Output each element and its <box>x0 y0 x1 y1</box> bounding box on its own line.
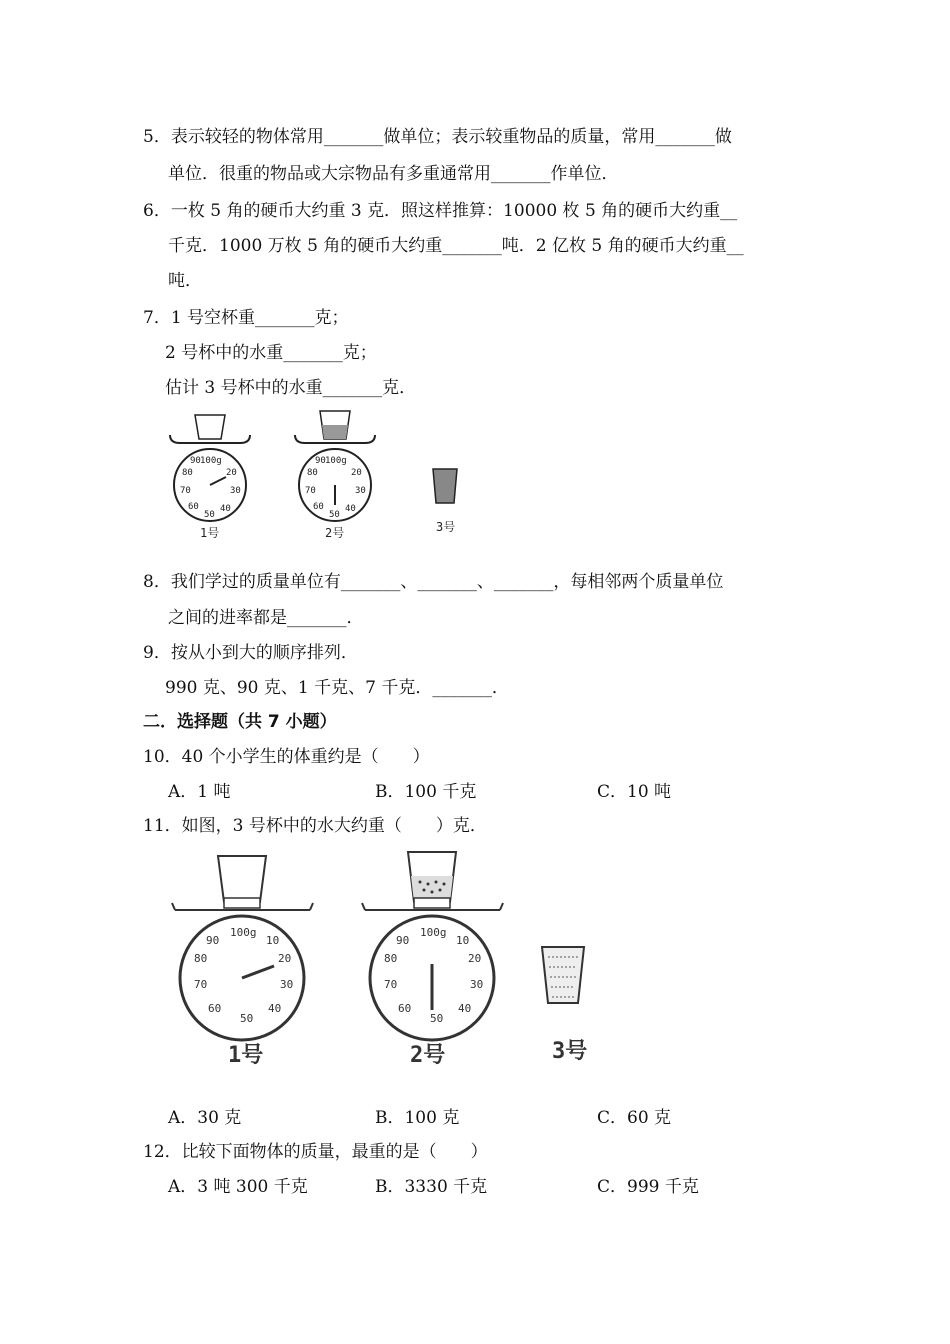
q11-option-a: A．30 克 <box>168 1108 242 1128</box>
svg-text:50: 50 <box>240 1012 254 1025</box>
q8-line1: 8．我们学过的质量单位有_______、_______、_______，每相邻两个质量单位 <box>143 572 724 592</box>
q11-stem: 11．如图，3 号杯中的水大约重（ ）克． <box>143 816 487 836</box>
q12-option-c: C．999 千克 <box>597 1177 699 1197</box>
svg-text:3号: 3号 <box>436 520 456 534</box>
svg-text:30: 30 <box>470 978 484 991</box>
svg-text:40: 40 <box>458 1002 472 1015</box>
svg-text:80: 80 <box>182 468 193 478</box>
q11-option-c: C．60 克 <box>597 1108 672 1128</box>
big-cup-3-icon <box>542 947 584 1003</box>
svg-text:10: 10 <box>266 934 280 947</box>
svg-text:50: 50 <box>430 1012 444 1025</box>
svg-text:40: 40 <box>220 504 231 514</box>
q10-option-b: B．100 千克 <box>375 782 477 802</box>
svg-text:1号: 1号 <box>228 1043 264 1068</box>
svg-text:90: 90 <box>206 934 220 947</box>
svg-text:30: 30 <box>230 486 241 496</box>
q5-line1: 5．表示较轻的物体常用_______做单位；表示较重物品的质量，常用_______做 <box>143 127 732 147</box>
svg-text:70: 70 <box>194 978 208 991</box>
q6-line1: 6．一枚 5 角的硬币大约重 3 克．照这样推算：10000 枚 5 角的硬币大约重__ <box>143 201 738 221</box>
svg-text:80: 80 <box>307 468 318 478</box>
svg-text:70: 70 <box>384 978 398 991</box>
svg-text:70: 70 <box>305 486 316 496</box>
svg-text:100g: 100g <box>325 456 347 466</box>
svg-text:90: 90 <box>190 456 201 466</box>
svg-text:20: 20 <box>351 468 362 478</box>
q10-stem: 10．40 个小学生的体重约是（ ） <box>143 747 430 767</box>
q5-line2: 单位．很重的物品或大宗物品有多重通常用_______作单位． <box>168 164 619 184</box>
scale-1 <box>170 415 250 540</box>
q7-line1: 7．1 号空杯重_______克； <box>143 308 349 328</box>
svg-text:2号: 2号 <box>410 1043 446 1068</box>
svg-text:70: 70 <box>180 486 191 496</box>
svg-text:10: 10 <box>456 934 470 947</box>
svg-text:100g: 100g <box>420 926 447 939</box>
svg-text:100g: 100g <box>200 456 222 466</box>
q7-line2: 2 号杯中的水重_______克； <box>165 343 377 363</box>
q11-scales-figure <box>170 848 620 1078</box>
svg-text:90: 90 <box>396 934 410 947</box>
svg-text:80: 80 <box>384 952 398 965</box>
big-cup-3 <box>542 947 587 1064</box>
svg-text:20: 20 <box>278 952 292 965</box>
q9-line1: 9．按从小到大的顺序排列． <box>143 643 358 663</box>
svg-text:20: 20 <box>468 952 482 965</box>
q11-option-b: B．100 克 <box>375 1108 460 1128</box>
svg-text:50: 50 <box>329 510 340 520</box>
svg-text:20: 20 <box>226 468 237 478</box>
svg-text:60: 60 <box>188 502 199 512</box>
section-heading: 二．选择题（共 7 小题） <box>143 712 337 732</box>
svg-text:3号: 3号 <box>552 1039 588 1064</box>
q10-option-a: A．1 吨 <box>168 782 231 802</box>
big-scale-1 <box>172 856 313 1068</box>
svg-text:40: 40 <box>268 1002 282 1015</box>
svg-text:60: 60 <box>208 1002 222 1015</box>
q8-line2: 之间的进率都是_______． <box>168 608 364 628</box>
q10-option-c: C．10 吨 <box>597 782 672 802</box>
q12-option-a: A．3 吨 300 千克 <box>168 1177 308 1197</box>
svg-text:2号: 2号 <box>325 526 345 540</box>
q12-stem: 12．比较下面物体的质量，最重的是（ ） <box>143 1142 488 1162</box>
svg-text:30: 30 <box>280 978 294 991</box>
scale-2 <box>295 411 375 540</box>
svg-text:100g: 100g <box>230 926 257 939</box>
svg-text:90: 90 <box>315 456 326 466</box>
svg-text:40: 40 <box>345 504 356 514</box>
q12-option-b: B．3330 千克 <box>375 1177 488 1197</box>
cup-1-icon <box>195 415 225 439</box>
big-scale-2 <box>362 852 503 1068</box>
svg-text:80: 80 <box>194 952 208 965</box>
q7-scales-figure <box>160 405 480 545</box>
svg-text:60: 60 <box>398 1002 412 1015</box>
q9-line2: 990 克、90 克、1 千克、7 千克．_______． <box>165 678 509 698</box>
q6-line2: 千克．1000 万枚 5 角的硬币大约重_______吨．2 亿枚 5 角的硬币大约重__ <box>168 236 744 256</box>
cup-3-icon <box>433 469 457 503</box>
svg-text:60: 60 <box>313 502 324 512</box>
svg-text:1号: 1号 <box>200 526 220 540</box>
big-cup-1-icon <box>218 856 266 902</box>
cup-3 <box>433 469 457 534</box>
q6-line3: 吨． <box>168 271 202 291</box>
svg-text:50: 50 <box>204 510 215 520</box>
q7-line3: 估计 3 号杯中的水重_______克． <box>165 378 417 398</box>
svg-text:30: 30 <box>355 486 366 496</box>
